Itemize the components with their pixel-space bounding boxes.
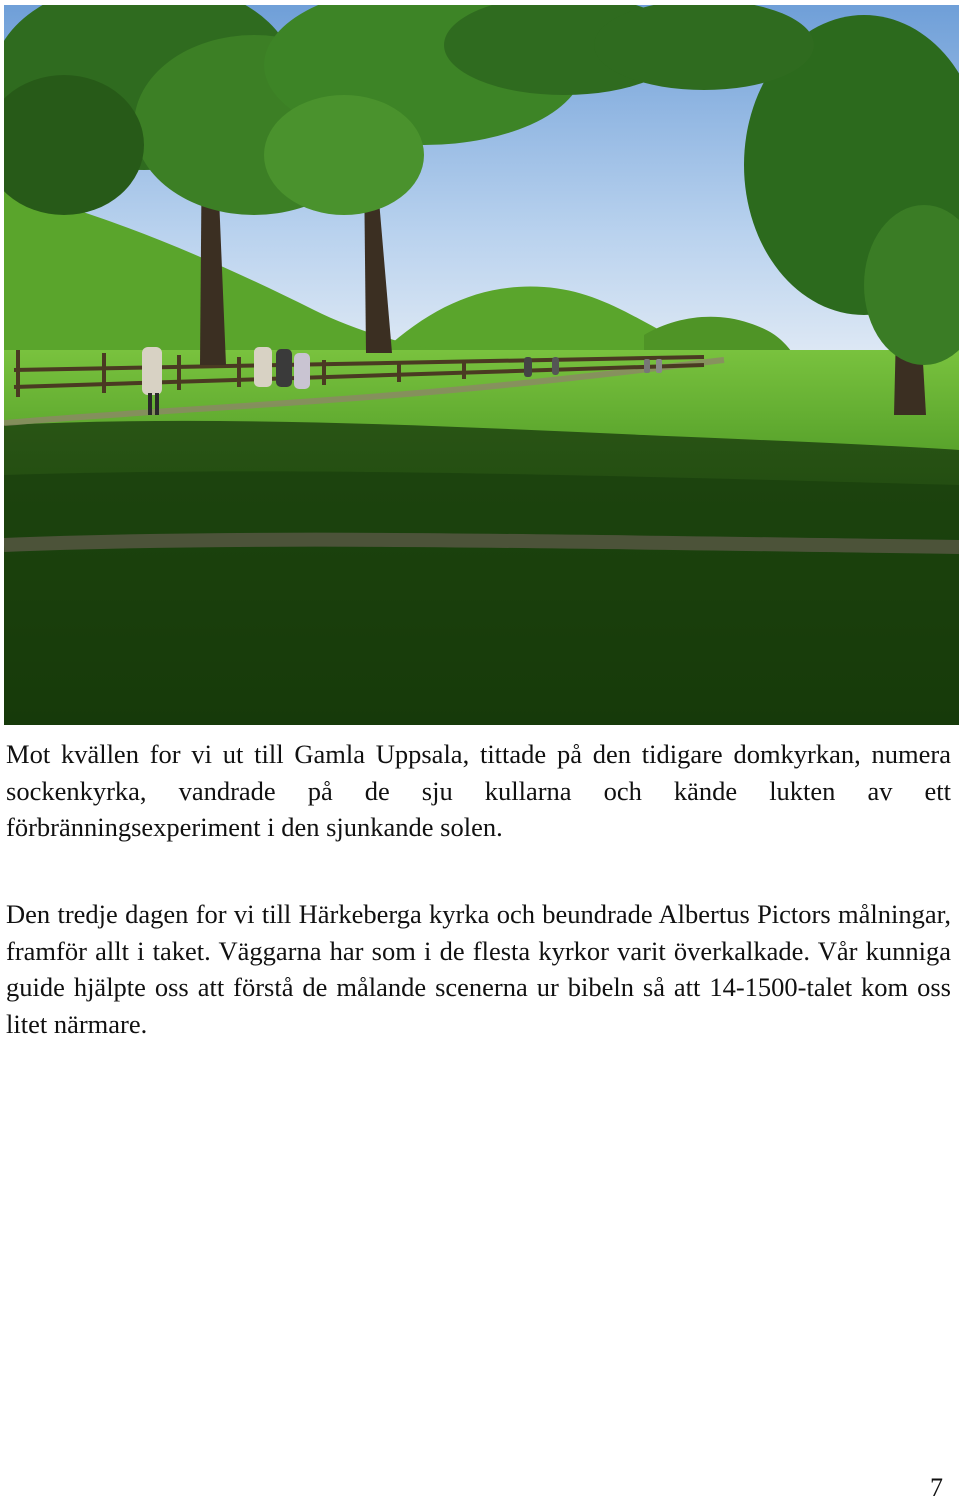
landscape-photo xyxy=(4,5,959,725)
body-paragraph-2: Den tredje dagen for vi till Härkeberga kyrka och beundrade Albertus Pictors målningar, framför allt i taket. Väggarna har som i de flesta kyrkor varit överkalkade. Vår kunniga guide hjälpte oss att förstå de målande scenerna ur bibeln så att 14-1500-talet kom oss litet närmare. xyxy=(6,899,951,1039)
page-number: 7 xyxy=(930,1473,943,1502)
path-near xyxy=(4,540,959,547)
body-paragraph-1: Mot kvällen for vi ut till Gamla Uppsala, tittade på den tidigare domkyrkan, numera sockenkyrka, vandrade på de sju kullarna och kände lukten av ett förbränningsexperiment i den sjunkande solen. xyxy=(6,739,951,842)
